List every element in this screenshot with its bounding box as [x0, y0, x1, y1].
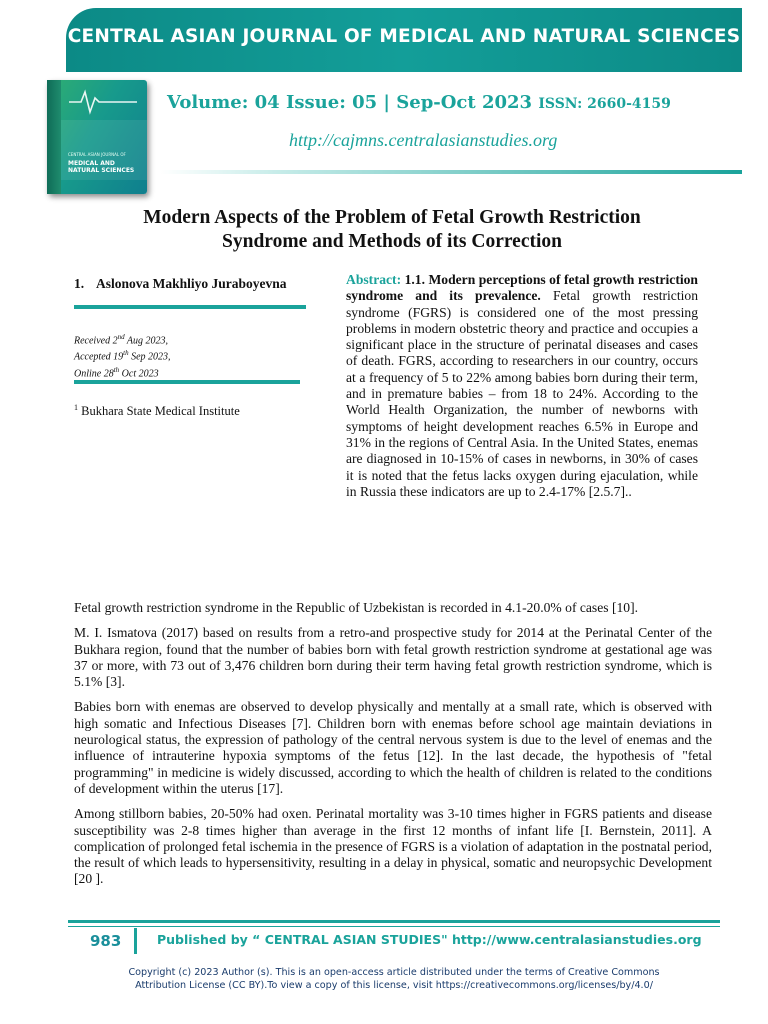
publisher-link[interactable]: Published by “ CENTRAL ASIAN STUDIES" http://www.centralasianstudies.org: [157, 932, 702, 947]
journal-url-link[interactable]: http://cajmns.centralasianstudies.org: [289, 130, 558, 150]
abstract-text: Fetal growth restriction syndrome (FGRS) is considered one of the most pressing problems in modern obstetric theory and practice and occupies a significant place in the structure of perinatal diseases and cases of death. FGRS, according to researchers in our country, occurs at a frequency of 5 to 22% among babies born during their term, and in premature babies – from 18 to 24%. According to the World Health Organization, the number of newborns with symptoms of height development reaches 6.5% in Europe and 31% in the regions of Central Asia. In the United States, enemas are diagnosed in 10-15% of cases in newborns, in 30% of cases it is noted that the fetus lacks oxygen during ejaculation, while in Russia these indicators are up to 2.4-17% [2.5.7]..: [346, 288, 698, 499]
issn: ISSN: 2660-4159: [538, 96, 671, 112]
article-title: [40, 206, 744, 254]
affiliation-number: 1: [74, 403, 78, 412]
copyright-line1: Copyright (c) 2023 Author (s). This is an open-access article distributed under the terms of Creative Commons: [128, 967, 660, 978]
cover-heartbeat-icon: [47, 80, 147, 194]
journal-cover-spine: [47, 80, 61, 194]
body-paragraph: M. I. Ismatova (2017) based on results from a retro-and prospective study for 2014 at the Perinatal Center of the Bukhara region, found that the number of babies born with fetal growth restriction syndrome at gestational age was 37 or more, with 73 out of 3,476 children born during their term having fetal growth restriction syndrome, which is 5.1% [3].: [74, 625, 712, 690]
accepted-date: Accepted 19th Sep 2023,: [74, 349, 171, 363]
article-body: [74, 600, 712, 897]
author: [74, 276, 287, 292]
copyright-notice: [60, 966, 728, 992]
journal-title: CENTRAL ASIAN JOURNAL OF MEDICAL AND NATURAL SCIENCES: [67, 26, 741, 47]
footer-separator: [134, 928, 137, 954]
header-divider: [160, 170, 742, 174]
volume-info: [167, 92, 671, 113]
author-name: Aslonova Makhliyo Juraboyevna: [96, 276, 287, 291]
page-number: 983: [90, 932, 122, 950]
article-title-line2: Syndrome and Methods of its Correction: [222, 231, 562, 252]
dates-divider: [74, 380, 300, 384]
author-divider: [74, 305, 306, 309]
footer-divider: [68, 920, 720, 923]
abstract-subtitle: 1.1. Modern perceptions of fetal growth restriction syndrome and its prevalence.: [346, 272, 698, 304]
body-paragraph: Fetal growth restriction syndrome in the Republic of Uzbekistan is recorded in 4.1-20.0% of cases [10].: [74, 600, 638, 615]
copyright-line2: Attribution License (CC BY).To view a copy of this license, visit https://creativecommons.org/licenses/by/4.0/: [135, 980, 653, 991]
body-paragraph: Babies born with enemas are observed to develop physically and mentally at a small rate, which is observed with high somatic and Infectious Diseases [7]. Children born with enemas before school age maintain deviations in neurological status, the expression of pathology of the central nervous system is due to the level of enemas and the influence of intrauterine hypoxia symptoms of the fetus [12]. In the last decade, the hypothesis of "fetal programming" in medicine is widely discussed, according to which the health of children is related to the conditions of development within the uterus [17].: [74, 699, 712, 796]
abstract: [346, 272, 698, 500]
body-paragraph: Among stillborn babies, 20-50% had oxen. Perinatal mortality was 3-10 times higher in FGRS patients and disease susceptibility was 2-8 times higher than average in the first 12 months of infant life [I. Bernstein, 2011]. A complication of prolonged fetal ischemia in the presence of FGRS is a violation of adaptation in the postnatal period, the result of which leads to hypersensitivity, resulting in a delay in physical, somatic and neuropsychic Development [20 ].: [74, 806, 712, 887]
volume-issue: Volume: 04 Issue: 05 | Sep-Oct 2023: [167, 92, 533, 113]
journal-cover-image: [47, 80, 147, 194]
online-date: Online 28th Oct 2023: [74, 365, 159, 379]
abstract-label: Abstract:: [346, 272, 402, 287]
footer-divider-thin: [68, 926, 720, 927]
article-title-line1: Modern Aspects of the Problem of Fetal Growth Restriction: [143, 207, 641, 228]
affiliation-text: Bukhara State Medical Institute: [78, 404, 240, 419]
cover-title: MEDICAL AND NATURAL SCIENCES: [68, 160, 135, 174]
article-dates: [74, 331, 171, 380]
cover-small-text: CENTRAL ASIAN JOURNAL OF: [68, 152, 126, 157]
received-date: Received 2nd Aug 2023,: [74, 333, 169, 347]
affiliation: [74, 403, 240, 419]
author-number: 1.: [74, 276, 85, 291]
